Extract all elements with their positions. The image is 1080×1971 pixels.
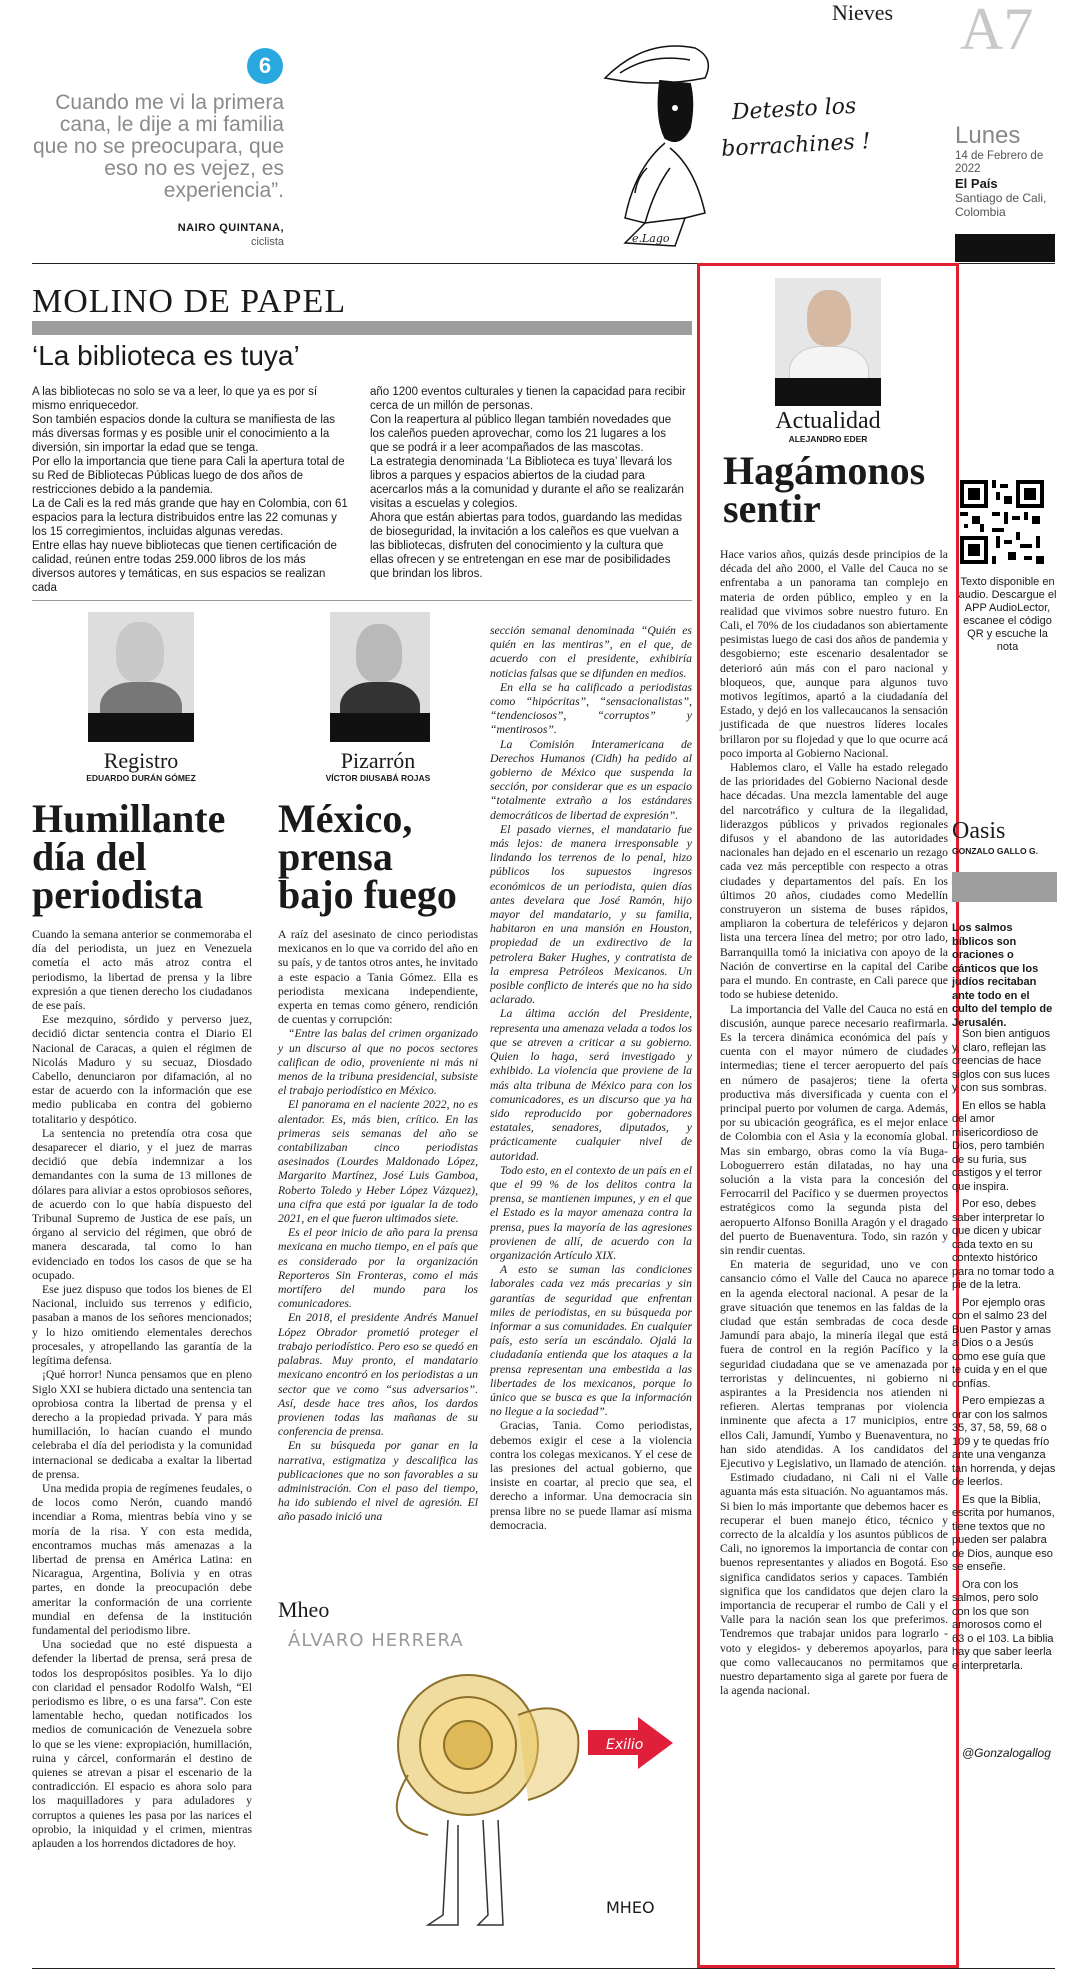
column-name-pizarron: Pizarrón (340, 748, 416, 773)
author-photo-eduardo (88, 612, 194, 742)
cartoon-caption: Detesto los borrachines ! (720, 93, 872, 162)
editorial-paragraph: Con la reapertura al público llegan también novedades que los caleños pueden aprovechar, como los 21 lugares a los que se podrá ir a leer acompañados de las mascotas. (370, 414, 672, 454)
column-name-oasis: Oasis (952, 818, 1006, 844)
article-paragraph: En su búsqueda por ganar en la narrativa, estigmatiza y descalifica las publicaciones que no son favorables a su administración. Con el paso del tiempo, ha ido subiendo el nivel de agresión. El año pasado inició una (278, 1439, 478, 1524)
headline-pizarron: México, prensa bajo fuego (278, 796, 457, 917)
audio-instructions: Texto disponible en audio. Descargue el APP AudioLector, escanee el código QR y escuche la nota (958, 576, 1057, 653)
article-paragraph: ¡Qué horror! Nunca pensamos que en pleno Siglo XXI se hubiera dictado una sentencia tan oprobiosa contra la libertad de prensa y el derecho a la propiedad privada. Y para más humillación, lo hacían cuando el mundo celebraba el día del periodista y la comunidad internacional se dedicaba a exaltar la libertad de prensa. (32, 1368, 252, 1481)
oasis-lead: Los salmos bíblicos son oraciones o cánticos que los judíos recitaban ante todo en el culto del templo de Jerusalén. (952, 922, 1053, 1029)
article-paragraph: La Comisión Interamericana de Derechos Humanos (Cidh) ha pedido al gobierno de México que suspenda la sección, por considerar que es un espacio “totalmente extraño a los estándares democráticos de libertad de expresión”. (490, 737, 692, 822)
oasis-body (952, 1028, 1056, 1677)
article-paragraph: sección semanal denominada “Quién es quién en las mentiras”, en el que, de acuerdo con el presidente, exhibiría noticias falsas que se difunden en medios. (490, 624, 692, 680)
page-number: A7 (960, 0, 1034, 62)
pull-quote: Cuando me vi la primera cana, le dije a mi familia que no se preocupara, que eso no es vejez, es experiencia”. (32, 91, 284, 202)
article-pizarron-col-2 (490, 624, 692, 1594)
article-paragraph: La importancia del Valle del Cauca no está en discusión, aunque parece necesario reafirmarla. Es la tercera dinámica económica del país y cuenta con el mayor número de ciudades intermedias; tiene el tercer aeropuerto del país en número de pasajeros; tiene la oferta productiva más diversificada y cuenta con el principal puerto por volumen de carga. Además, por su ubicación geográfica, es el mejor enlace de Colombia con el Asia y la economía global. Mas sin embargo, obras como la vía Buga- Loboguerrero están dilatadas, no hay una solución a la vista para la concesión del Ferrocarril del Pacífico y se duermen proyectos estratégicos como la segunda pista del aeropuerto Alfonso Bonilla Aragón y el dragado del puerto de Buenaventura. Todo, sin razón y sin rendir cuentas. (720, 1002, 948, 1257)
article-paragraph: Una sociedad que no esté dispuesta a defender la libertad de prensa, será presa de todos los despropósitos posibles. Ya lo dijo con claridad el pensador Rodolfo Walsh, “El periodismo es libre, o es una farsa”. Con este lamentable hecho, quedan notificados los medios de comunicación de Venezuela sobre lo que se les viene: expropiación, humillación, ruina y cárcel, conformarán el destino de quienes se atrevan a pisar el escenario de la contradicción. El espacio es ahora solo para los maquilladores y para aduladores y corruptos a quienes les pasa por las narices el oprobio, la iniquidad y el crimen, mientras aplauden a los horrendos dictadores de hoy. (32, 1638, 252, 1850)
article-paragraph: El pasado viernes, el mandatario fue más lejos: de manera irresponsable y lindando los terrenos de lo penal, hizo públicos los supuestos ingresos económicos de un periodista, quien días antes develara que José Ramón, hijo mayor del mandatario, y su familia, habitaron en una mansión en Houston, propiedad de un exdirectivo de la petrolera Baker Hughes, y contratista de la empresa Petróleos Mexicanos. Un posible conflicto de interés que no ha sido aclarado. (490, 822, 692, 1007)
article-pizarron-col-1 (278, 928, 478, 1588)
column-author-actualidad: ALEJANDRO EDER (788, 434, 868, 444)
newspaper-name: El País (955, 176, 998, 191)
quote-role: ciclista (250, 236, 284, 248)
section-badge: 6 (247, 48, 283, 84)
article-paragraph: En ella se ha calificado a periodistas como “hipócritas”, “sensacionalistas”, “tendenciosos”, “corruptos” y “mentirosos”. (490, 680, 692, 737)
cartoon-signature: e.Lago (632, 232, 670, 245)
cartoon-name: ÁLVARO HERRERA (288, 1630, 464, 1651)
cartoon-label: Mheo (278, 1597, 330, 1622)
oasis-paragraph: Pero empiezas a orar con los salmos 35, 37, 58, 59, 68 o 109 y te quedas frío ante una venganza tan horrenda, y dejas de leerlos. (952, 1395, 1056, 1488)
author-photo-victor (330, 612, 430, 742)
headline-registro: Humillante día del periodista (32, 796, 226, 917)
editorial-section-title: MOLINO DE PAPEL (32, 283, 347, 320)
cartoon-signature-mheo: MHEO (606, 1898, 655, 1917)
article-paragraph: En 2018, el presidente Andrés Manuel López Obrador prometió proteger el trabajo periodístico. Pero eso se quedó en palabras. Muy pronto, el mandatario mexicano encontró en los periodistas a un sector que ve como “sus adversarios”. Así, desde hace tres años, los dardos provienen todas las mañanas de su conferencia de prensa. (278, 1311, 478, 1439)
article-paragraph: Ese juez dispuso que todos los bienes de El Nacional, incluido sus terrenos y edificio, pasaban a manos de los señores mencionados; y lo hizo omitiendo elementales derechos procesales, y atropellando las garantía de la legítima defensa. (32, 1283, 252, 1368)
editorial-col-2 (370, 385, 688, 581)
article-actualidad (720, 548, 948, 1958)
editorial-paragraph: Son también espacios donde la cultura se manifiesta de las más diversas formas y es posible unir el conocimiento a la diversión, sin importar la edad que se tenga. (32, 414, 336, 454)
column-author-registro: EDUARDO DURÁN GÓMEZ (86, 773, 196, 783)
oasis-twitter-handle[interactable]: @Gonzalogallog (962, 1746, 1051, 1760)
article-paragraph: La última acción del Presidente, representa una amenaza velada a todos los que se atreven a criticar a su gobierno. Quien lo haga, será investigado y exhibido. La violencia que proviene de la más alta tribuna de México para con los comunicadores, es un discurso que ya ha sido reproducido por gobernadores estatales, senadores, diputados, y prácticamente cualquier nivel de autoridad. (490, 1007, 692, 1163)
article-paragraph: La sentencia no pretendía otra cosa que desaparecer el diario, y el juez de marras decidió que debía indemnizar a los demandantes con la suma de 13 millones de dólares para aliviar a estos oprobiosos señores, de acuerdo con lo que había dispuesto del Tribunal Supremo de Justica de ese país, un órgano al servicio del régimen, que obró de manera descarada, tal como lo han evidenciado en todos los casos de que se ha ocupado. (32, 1126, 252, 1282)
date-full: 14 de Febrero de 2022 (955, 150, 1044, 175)
section-name: Nieves (832, 0, 894, 25)
oasis-paragraph: Es que la Biblia, escrita por humanos, tiene textos que no pueden ser palabra de Dios, aunque eso se enseñe. (952, 1493, 1055, 1573)
article-paragraph: “Entre las balas del crimen organizado y un discurso al que no pocos sectores califican de odio, proveniente ni más ni menos de la tribuna presidencial, subsiste el trabajo periodístico en México. (278, 1027, 478, 1098)
author-photo-alejandro (775, 278, 881, 406)
column-name-actualidad: Actualidad (775, 408, 881, 434)
cartoon-exilio-sign: Exilio (606, 1737, 644, 1753)
header-black-box (955, 234, 1055, 262)
article-paragraph: Gracias, Tania. Como periodistas, debemos exigir el cese a la violencia contra los colegas mexicanos. Y el cese de las presiones del actual gobierno, que insiste en coartar, al precio que sea, el derecho a informar. Una democracia sin prensa libre no se puede llamar así misma democracia. (490, 1419, 692, 1532)
article-paragraph: A esto se suman las condiciones laborales cada vez más precarias y sin garantías de seguridad que enfrentan miles de periodistas, en su búsqueda por informar a sus comunidades. En cualquier país, esto sería un escándalo. Ojalá la ciudadanía entienda que los ataques a la prensa representan una embestida a las libertades de los mexicanos, porque lo único que se busca es que la información no llegue a la sociedad”. (490, 1263, 692, 1419)
article-paragraph: Hablemos claro, el Valle ha estado relegado de las prioridades del Gobierno Nacional desde hace décadas. Una mezcla lamentable del auge del narcotráfico y cultura de la ilegalidad, liderazgos públicos y privados regionales difusos y el abandono de las autoridades nacionales han dejado en el escenario un rezago cada vez más perceptible con respecto a otras ciudades y departamentos del país. En los últimos 20 años, ciudades como Medellín construyeron un sistema de buses rápidos, ampliaron la cobertura de teleféricos y dejaron lista una tercera línea del metro; por otro lado, Barranquilla tomó la iniciativa con apoyo de la Nación de convertirse en la capital del Caribe para el mundo. En contraste, en Cali parece que todo se hubiese detenido. (720, 761, 948, 1002)
bottom-rule (32, 1968, 1055, 1969)
editorial-paragraph: A las bibliotecas no solo se va a leer, lo que ya es por sí mismo enriquecedor. (32, 386, 318, 412)
article-paragraph: Cuando la semana anterior se conmemoraba el día del periodista, un juez en Venezuela cometía el acto más atroz contra el periodismo, la libertad de prensa y la libre expresión a que tienen derecho los ciudadanos de ese país. (32, 928, 252, 1013)
article-paragraph: Ese mezquino, sórdido y perverso juez, decidió dictar sentencia contra el Diario El Nacional de Caracas, a quien el régimen de Nicolás Maduro y su secuaz, Diosdado Cabello, denunciaron por difamación, al no estar de acuerdo con la información que ese medio publicaba en contra del gobierno totalitario y despótico. (32, 1013, 252, 1126)
editorial-title: ‘La biblioteca es tuya’ (32, 340, 300, 371)
article-paragraph: Una medida propia de regímenes feudales, o de locos como Nerón, cuando mandó incendiar a Roma, mientras bebía vino y se moría de la risa. Y con esta medida, encontramos muchas más amenazas a la libertad de prensa en América Latina: en Nicaragua, Argentina, Bolivia y en otras partes, en donde la preocupación debe ameritar la conformación de una corriente mundial en defensa de la institución fundamental del periodismo libre. (32, 1481, 252, 1637)
oasis-paragraph: En ellos se habla del amor misericordioso de Dios, pero también de su furia, sus castigos y el terror que inspira. (952, 1099, 1046, 1193)
column-name-registro: Registro (103, 748, 179, 773)
oasis-paragraph: Por eso, debes saber interpretar lo que dicen y ubicar cada texto en su contexto histórico para no tomar todo a pie de la letra. (952, 1198, 1055, 1291)
headline-actualidad: Hagámonos sentir (723, 448, 926, 531)
article-paragraph: En materia de seguridad, uno ve con cansancio cómo el Valle del Cauca no aparece en la agenda electoral nacional. A pesar de la grave situación que tenemos en las faldas de la ciudad que están sembradas de coca desde Jamundí para abajo, la minería ilegal que está fuera de control en la región Pacífico y la seguridad ciudadana que se ve amenazada por terroristas y delincuentes, ni gobierno ni aspirantes a la Presidencia nos atienden ni refieren. Alertas tempranas por violencia inminente que afecta a 17 municipios, entre ellos Cali, Jamundí, Yumbo y Buenaventura, no han sido atendidas. A los candidatos del Ejecutivo y Legislativo, un llamado de atención. (720, 1258, 948, 1470)
mid-rule (32, 600, 692, 601)
column-author-oasis: GONZALO GALLO G. (952, 846, 1038, 856)
editorial-paragraph: año 1200 eventos culturales y tienen la capacidad para recibir cerca de un millón de personas. (370, 386, 686, 412)
oasis-paragraph: Ora con los salmos, pero solo con los que son amorosos como el 63 o el 103. La biblia hay que saber leerla e interpretarla. (952, 1578, 1054, 1672)
article-paragraph: A raíz del asesinato de cinco periodistas mexicanos en lo que va corrido del año en su país, y de tantos otros antes, he invitado a este espacio a Tania Gómez. Ella es periodista mexicana independiente, experta en temas como género, rendición de cuentas y corrupción: (278, 928, 478, 1027)
column-author-pizarron: VÍCTOR DIUSABÁ ROJAS (325, 773, 431, 783)
editorial-paragraph: La estrategia denominada ‘La Biblioteca es tuya’ llevará los libros a parques y espacios abiertos de la ciudad para acercarlos más a la comunidad y durante el año se realizarán visitas a escuelas y colegios. (370, 456, 684, 510)
oasis-paragraph: Por ejemplo oras con el salmo 23 del Buen Pastor y amas a Dios o a Jesús como ese guía que te cuida y en el que confías. (952, 1296, 1052, 1390)
oasis-bar (952, 872, 1057, 902)
article-paragraph: El panorama en el naciente 2022, no es alentador. Es, más bien, crítico. En las primeras seis semanas del año se contabilizaban cinco periodistas asesinados (Lourdes Maldonado López, Margarito Martínez, José Luis Gamboa, Roberto Toledo y Heber López Vázquez), una cifra que está por igualar la de todo 2021, en el que fueron ultimados siete. (278, 1098, 478, 1226)
article-registro (32, 928, 252, 1964)
editorial-bar (32, 321, 692, 335)
editorial-paragraph: Ahora que están abiertas para todos, guardando las medidas de bioseguridad, la invitación a los caleños es que vuelvan a las bibliotecas, disfruten del conocimiento y la cultura que ellas ofrecen y se entretengan en ese mar de posibilidades que brindan los libros. (370, 512, 682, 580)
editorial-paragraph: Por ello la importancia que tiene para Cali la apertura total de su Red de Bibliotecas Públicas luego de dos años de restricciones debido a la pandemia. (32, 456, 345, 496)
article-paragraph: Es el peor inicio de año para la prensa mexicana en mucho tiempo, en el país que es considerado por la organización Reporteros Sin Fronteras, como el más mortífero del mundo para los comunicadores. (278, 1226, 478, 1311)
editorial-paragraph: La de Cali es la red más grande que hay en Colombia, con 61 espacios para la lectura distribuidos entre las 22 comunas y los 15 corregimientos, incluidas algunas veredas. (32, 498, 348, 538)
qr-code-icon[interactable] (960, 480, 1044, 564)
article-paragraph: Estimado ciudadano, ni Cali ni el Valle aguanta más esta situación. No aguantamos más. Si bien lo más importante que debemos hacer es recuperar el buen manejo ético, técnico y correcto de la alcaldía y los asuntos públicos de Cali, no ignoremos la importancia de contar con buenos representantes y aliados en Bogotá. Eso significa candidatos serios y capaces. También significa que los candidatos que dejen claro la importancia de recuperar el rumbo de Cali y el Valle para la nación sean los que preferimos. Tendremos que trabajar unidos para lograrlo -voto y elegidos- y deberemos apoyarlos, para que como vallecaucanos no permitamos que nuestro departamento siga al garete por fuera de la agenda nacional. (720, 1471, 948, 1698)
editorial-col-1 (32, 385, 350, 595)
place: Santiago de Cali, Colombia (955, 191, 1047, 219)
oasis-paragraph: Son bien antiguos y, claro, reflejan las creencias de hace siglos con sus luces y con sus sombras. (952, 1028, 1051, 1094)
article-paragraph: Hace varios años, quizás desde principios de la década del año 2000, el Valle del Cauca no se enfrentaba a un panorama tan complejo en materia de orden público, empleo y en la realidad que vivimos sobre nuestro futuro. En Cali, el 70% de los ciudadanos son abiertamente pesimistas luego de casi dos años de pandemia y desgobierno; este escenario desalentador se deterioró aún más con el paro nacional y bloqueos, que, aunque para algunos tuvo motivos legítimos, apartó a la ciudadanía del Estado, y dejó en los vallecaucanos la sensación justificada de que nuestros líderes locales brillaron por su flojedad y que lo que ocurre acá poco importa al Gobierno Nacional. (720, 548, 948, 760)
date-day: Lunes (955, 122, 1021, 149)
article-paragraph: Todo esto, en el contexto de un país en el que el 99 % de los delitos contra la prensa, se mantienen impunes, y en el que el Estado es la mayor amenaza contra la prensa, pues la mayoría de las agresiones provienen de allí, de acuerdo con la organización Artículo XIX. (490, 1163, 692, 1262)
editorial-paragraph: Entre ellas hay nueve bibliotecas que tienen certificación de calidad, reúnen entre todas 259.000 libros de los más diversos autores y temáticas, en sus espacios se realizan cada (32, 540, 337, 594)
quote-author: NAIRO QUINTANA, (177, 222, 284, 234)
